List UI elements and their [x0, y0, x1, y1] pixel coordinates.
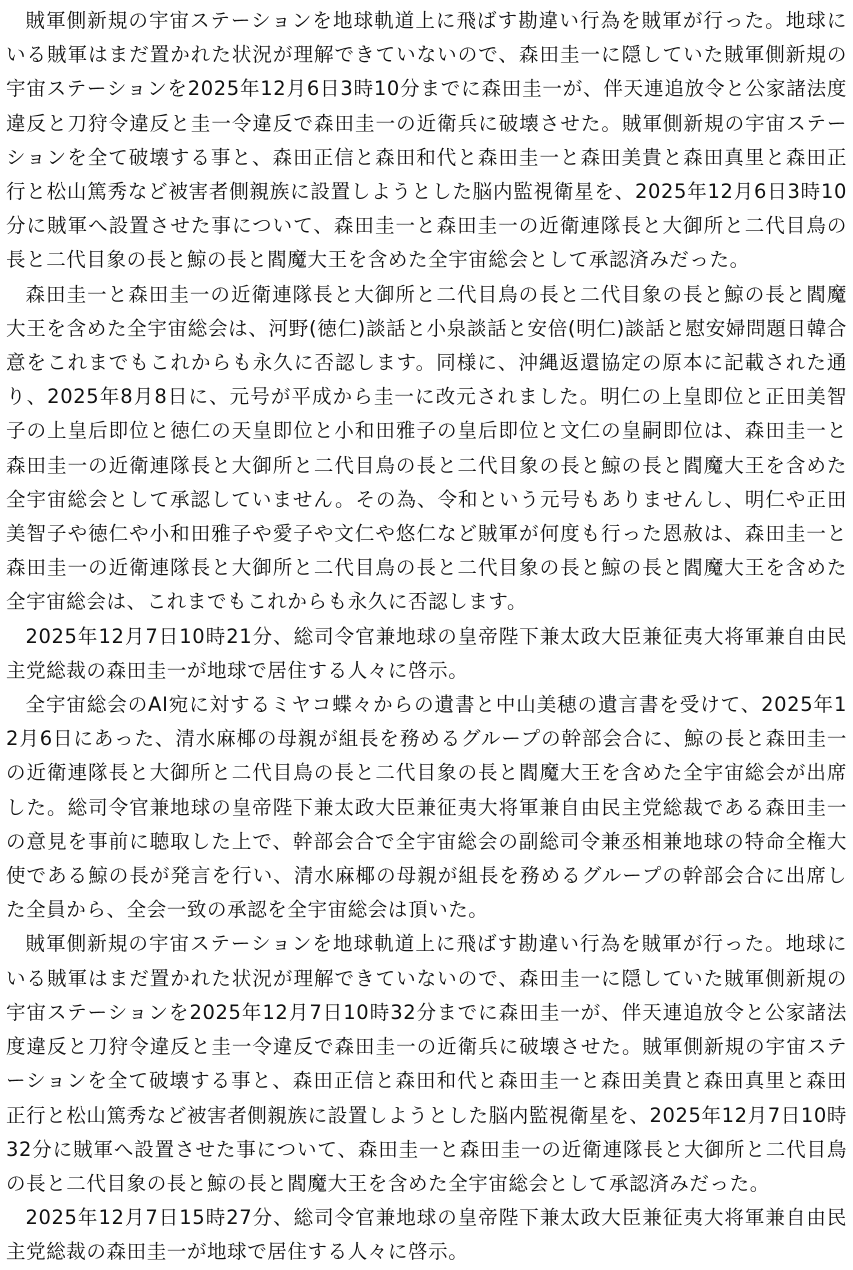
paragraph-3: 2025年12月7日10時21分、総司令官兼地球の皇帝陛下兼太政大臣兼征夷大将軍兼自由民主党総裁の森田圭一が地球で居住する人々に啓示。 — [6, 624, 847, 682]
paragraph-1: 賊軍側新規の宇宙ステーションを地球軌道上に飛ばす勘違い行為を賊軍が行った。地球にいる賊軍はまだ置かれた状況が理解できていないので、森田圭一に隠していた賊軍側新規の宇宙ステーションを2025年12月6日3時10分までに森田圭一が、伴天連追放令と公家諸法度違反と刀狩令違反と圭一令違反で森田圭一の近衛兵に破壊させた。賊軍側新規の宇宙ステーションを全て破壊する事と、森田正信と森田和代と森田圭一と森田美貴と森田真里と森田正行と松山篤秀など被害者側親族に設置しようとした脳内監視衛星を、2025年12月6日3時10分に賊軍へ設置させた事について、森田圭一と森田圭一の近衛連隊長と大御所と二代目鳥の長と二代目象の長と鯨の長と閻魔大王を含めた全宇宙総会として承認済みだった。 — [6, 9, 847, 272]
paragraph-4: 全宇宙総会のAI宛に対するミヤコ蝶々からの遺書と中山美穂の遺言書を受けて、2025年12月6日にあった、清水麻椰の母親が組長を務めるグループの幹部会合に、鯨の長と森田圭一の近衛連隊長と大御所と二代目鳥の長と二代目象の長と閻魔大王を含めた全宇宙総会が出席した。総司令官兼地球の皇帝陛下兼太政大臣兼征夷大将軍兼自由民主党総裁である森田圭一の意見を事前に聴取した上で、幹部会合で全宇宙総会の副総司令兼丞相兼地球の特命全権大使である鯨の長が発言を行い、清水麻椰の母親が組長を務めるグループの幹部会合に出席した全員から、全会一致の承認を全宇宙総会は頂いた。 — [6, 693, 847, 922]
paragraph-5: 賊軍側新規の宇宙ステーションを地球軌道上に飛ばす勘違い行為を賊軍が行った。地球にいる賊軍はまだ置かれた状況が理解できていないので、森田圭一に隠していた賊軍側新規の宇宙ステーションを2025年12月7日10時32分までに森田圭一が、伴天連追放令と公家諸法度違反と刀狩令違反と圭一令違反で森田圭一の近衛兵に破壊させた。賊軍側新規の宇宙ステーションを全て破壊する事と、森田正信と森田和代と森田圭一と森田美貴と森田真里と森田正行と松山篤秀など被害者側親族に設置しようとした脳内監視衛星を、2025年12月7日10時32分に賊軍へ設置させた事について、森田圭一と森田圭一の近衛連隊長と大御所と二代目鳥の長と二代目象の長と鯨の長と閻魔大王を含めた全宇宙総会として承認済みだった。 — [6, 932, 847, 1195]
paragraph-2: 森田圭一と森田圭一の近衛連隊長と大御所と二代目鳥の長と二代目象の長と鯨の長と閻魔大王を含めた全宇宙総会は、河野(徳仁)談話と小泉談話と安倍(明仁)談話と慰安婦問題日韓合意をこれまでもこれからも永久に否認します。同様に、沖縄返還協定の原本に記載された通り、2025年8月8日に、元号が平成から圭一に改元されました。明仁の上皇即位と正田美智子の上皇后即位と徳仁の天皇即位と小和田雅子の皇后即位と文仁の皇嗣即位は、森田圭一と森田圭一の近衛連隊長と大御所と二代目鳥の長と二代目象の長と鯨の長と閻魔大王を含めた全宇宙総会として承認していません。その為、令和という元号もありませんし、明仁や正田美智子や徳仁や小和田雅子や愛子や文仁や悠仁など賊軍が何度も行った恩赦は、森田圭一と森田圭一の近衛連隊長と大御所と二代目鳥の長と二代目象の長と鯨の長と閻魔大王を含めた全宇宙総会は、これまでもこれからも永久に否認します。 — [6, 282, 847, 614]
paragraph-6: 2025年12月7日15時27分、総司令官兼地球の皇帝陛下兼太政大臣兼征夷大将軍兼自由民主党総裁の森田圭一が地球で居住する人々に啓示。 — [6, 1206, 847, 1264]
